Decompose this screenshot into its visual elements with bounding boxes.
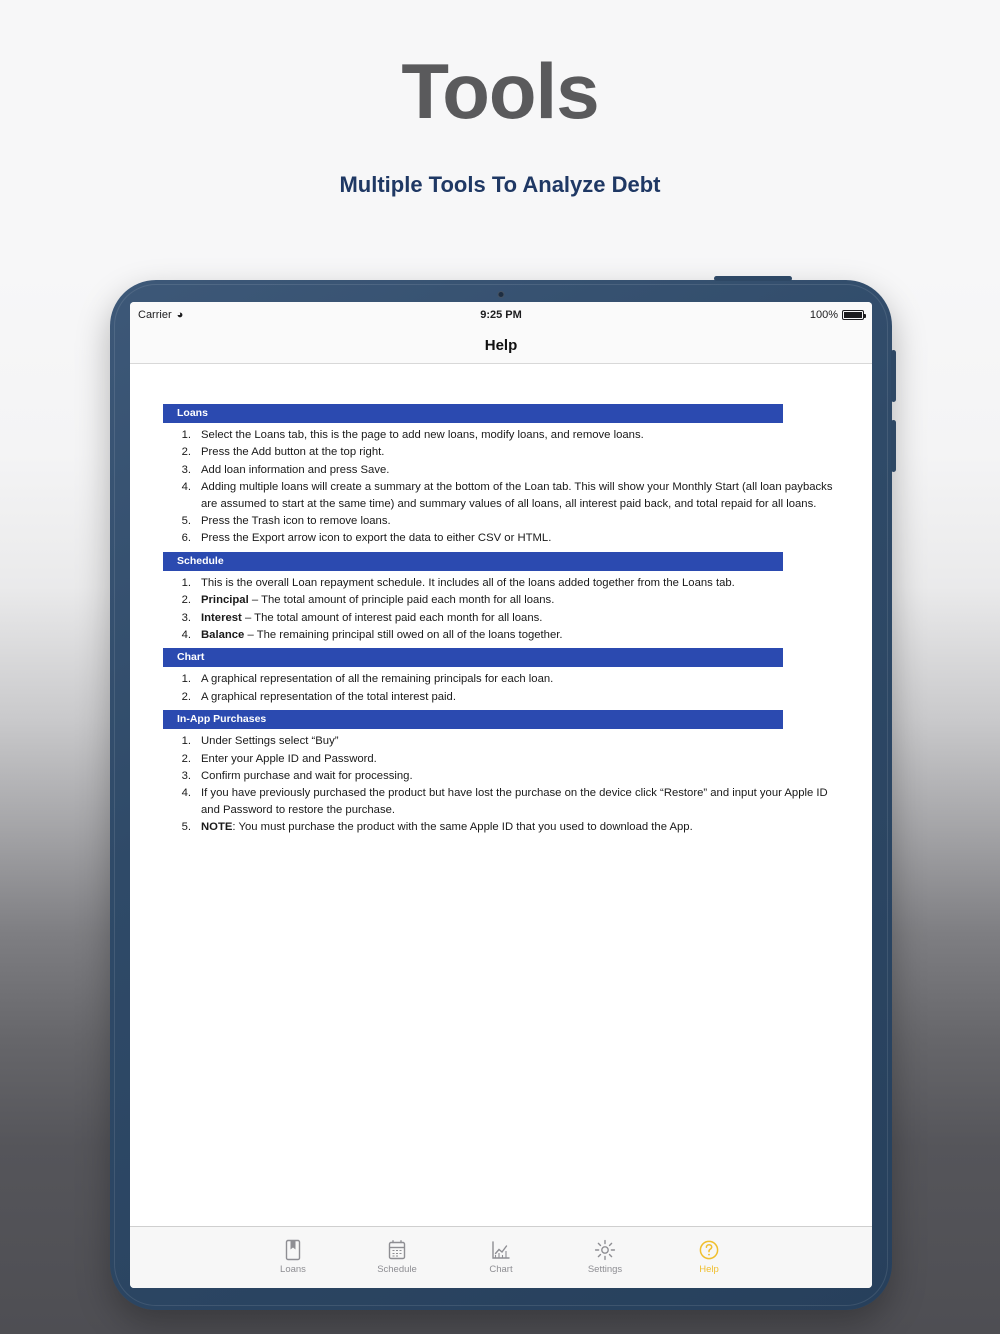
list-item <box>163 427 839 443</box>
list-item-text: A graphical representation of the total interest paid. <box>201 690 456 703</box>
list-item-number: 2. <box>181 690 191 703</box>
list-item <box>163 610 839 626</box>
list-item <box>163 768 839 784</box>
volume-down-button[interactable] <box>891 420 896 472</box>
list-item-number: 3. <box>181 463 191 476</box>
front-camera-icon <box>498 291 505 298</box>
list-item-text: Enter your Apple ID and Password. <box>201 752 377 765</box>
section-step-list <box>163 427 839 547</box>
list-item <box>163 530 839 546</box>
list-item <box>163 513 839 529</box>
ios-status-bar <box>130 302 872 328</box>
list-item <box>163 479 839 512</box>
list-item <box>163 444 839 460</box>
list-item <box>163 733 839 749</box>
list-item <box>163 627 839 643</box>
list-item-text: Principal – The total amount of principle paid each month for all loans. <box>201 594 555 607</box>
tab-label-help: Help <box>699 1263 719 1275</box>
list-item-number: 6. <box>181 532 191 545</box>
tab-schedule[interactable] <box>345 1239 449 1275</box>
list-item <box>163 462 839 478</box>
tab-label-loans: Loans <box>280 1263 306 1275</box>
list-item-number: 1. <box>181 429 191 442</box>
list-item-text: Interest – The total amount of interest paid each month for all loans. <box>201 611 543 624</box>
tab-loans[interactable] <box>241 1239 345 1275</box>
list-item-text: Press the Export arrow icon to export the data to either CSV or HTML. <box>201 532 552 545</box>
bookmark-icon <box>283 1239 303 1261</box>
list-item <box>163 671 839 687</box>
list-item-number: 2. <box>181 446 191 459</box>
list-item-text: Adding multiple loans will create a summary at the bottom of the Loan tab. This will show your Monthly Start (all loan paybacks are assumed to start at the same time) and summary values of all loans, all interest paid back, and total repaid for all loans. <box>201 481 833 510</box>
list-item <box>163 575 839 591</box>
battery-percent-label: 100% <box>809 309 838 321</box>
tab-settings[interactable] <box>553 1239 657 1275</box>
list-item-number: 1. <box>181 576 191 589</box>
volume-up-button[interactable] <box>891 350 896 402</box>
tab-label-schedule: Schedule <box>377 1263 417 1275</box>
navbar <box>130 328 872 364</box>
list-item-number: 5. <box>181 821 191 833</box>
status-bar-clock: 9:25 PM <box>480 309 522 321</box>
list-item-number: 1. <box>181 735 191 748</box>
section-header: In-App Purchases <box>163 710 783 729</box>
page-title: Tools <box>401 47 599 135</box>
list-item-number: 4. <box>181 787 191 800</box>
tab-bar <box>130 1226 872 1288</box>
help-content <box>130 364 872 1226</box>
page-subtitle: Multiple Tools To Analyze Debt <box>339 172 661 197</box>
section-header: Chart <box>163 648 783 667</box>
tab-label-settings: Settings <box>587 1263 623 1275</box>
section-step-list <box>163 733 839 835</box>
section-header: Schedule <box>163 552 783 571</box>
tablet-device-mockup <box>110 280 892 1310</box>
navbar-title: Help <box>484 337 518 354</box>
section-header: Loans <box>163 404 783 423</box>
list-item-text: NOTE: You must purchase the product with the same Apple ID that you used to download the App. <box>201 821 693 833</box>
list-item-text: Confirm purchase and wait for processing. <box>201 769 413 782</box>
list-item <box>163 751 839 767</box>
gear-icon <box>594 1239 616 1261</box>
device-screen <box>130 302 872 1288</box>
list-item-number: 3. <box>181 769 191 782</box>
section-step-list <box>163 575 839 644</box>
list-item <box>163 785 839 818</box>
list-item-text: Balance – The remaining principal still owed on all of the loans together. <box>201 628 563 641</box>
list-item-text: Add loan information and press Save. <box>201 463 390 476</box>
list-item <box>163 689 839 705</box>
wifi-icon: ◕ <box>176 308 184 321</box>
list-item-text: This is the overall Loan repayment schedule. It includes all of the loans added together from the Loans tab. <box>201 576 735 589</box>
chart-icon <box>490 1239 512 1261</box>
list-item-number: 3. <box>181 611 191 624</box>
tab-label-chart: Chart <box>489 1263 513 1275</box>
list-item-number: 5. <box>181 514 191 527</box>
list-item-text: Press the Trash icon to remove loans. <box>201 514 391 527</box>
list-item-number: 2. <box>181 594 191 607</box>
list-item <box>163 592 839 608</box>
list-item <box>163 819 839 835</box>
carrier-label: Carrier <box>138 309 172 321</box>
list-item-text: Press the Add button at the top right. <box>201 446 385 459</box>
list-item-text: Under Settings select “Buy” <box>201 735 339 748</box>
list-item-text: A graphical representation of all the remaining principals for each loan. <box>201 673 554 686</box>
list-item-number: 4. <box>181 628 191 641</box>
tab-help[interactable] <box>657 1239 761 1275</box>
power-button[interactable] <box>714 276 792 281</box>
list-item-text: If you have previously purchased the product but have lost the purchase on the device click “Restore” and input your Apple ID and Password to restore the purchase. <box>201 787 828 816</box>
marketing-header <box>0 0 1000 198</box>
list-item-number: 4. <box>181 481 191 494</box>
battery-full-icon <box>842 310 864 320</box>
calendar-icon <box>387 1239 407 1261</box>
section-step-list <box>163 671 839 705</box>
list-item-number: 1. <box>181 673 191 686</box>
device-bezel <box>110 280 892 1310</box>
question-circle-icon <box>698 1239 720 1261</box>
list-item-text: Select the Loans tab, this is the page to add new loans, modify loans, and remove loans. <box>201 429 644 442</box>
tab-chart[interactable] <box>449 1239 553 1275</box>
list-item-number: 2. <box>181 752 191 765</box>
